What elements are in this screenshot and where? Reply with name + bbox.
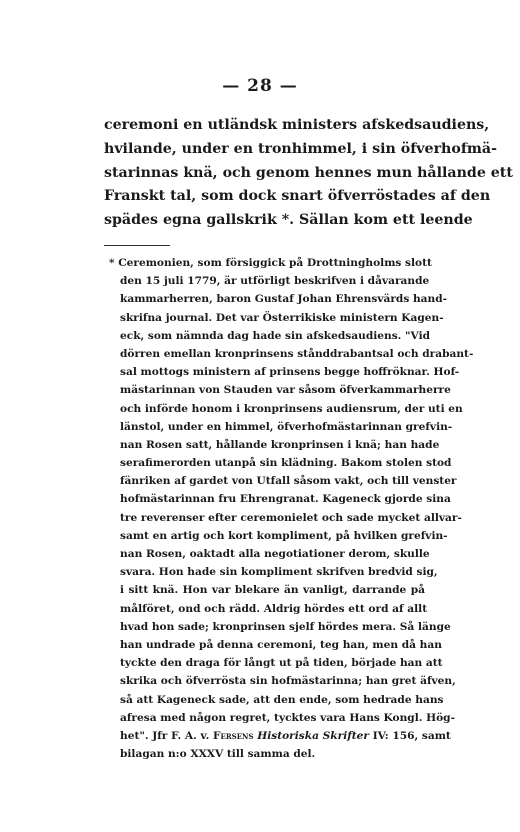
text-line: spädes egna gallskrik *. Sällan kom ett leende xyxy=(104,212,473,229)
footnote xyxy=(109,254,474,763)
footnote-line: skrika och öfverrösta sin hofmästarinna; han gret äfven, xyxy=(120,675,456,688)
text-line: Franskt tal, som dock snart öfverröstades af den xyxy=(104,188,491,205)
citation-author: Fersens xyxy=(212,729,254,742)
footnote-line: sal mottogs ministern af prinsens begge hoffröknar. Hof- xyxy=(120,366,460,379)
footnote-line: målföret, ond och rädd. Aldrig hördes ett ord af allt xyxy=(120,602,428,615)
footnote-line: dörren emellan kronprinsens stånddrabantsal och drabant- xyxy=(120,347,474,360)
footnote-line: nan Rosen, oaktadt alla negotiationer derom, skulle xyxy=(120,548,430,560)
citation-prefix: het". Jfr F. A. v. xyxy=(120,729,213,742)
footnote-divider xyxy=(104,245,170,246)
footnote-line: hofmästarinnan fru Ehrengranat. Kageneck gjorde sina xyxy=(120,493,451,506)
footnote-line: skrifna journal. Det var Österrikiske ministern Kagen- xyxy=(120,311,444,324)
footnote-line: tre reverenser efter ceremonielet och sade mycket allvar- xyxy=(120,511,462,524)
footnote-line: den 15 juli 1779, är utförligt beskrifven i dåvarande xyxy=(120,275,430,288)
text-line: hvilande, under en tronhimmel, i sin öfverhofmä- xyxy=(104,140,498,157)
footnote-line: samt en artig och kort kompliment, på hvilken grefvin- xyxy=(120,529,448,542)
main-text xyxy=(104,114,513,233)
footnote-line: mästarinnan von Stauden var såsom öfverkammarherre xyxy=(120,384,451,397)
footnote-line: tyckte den draga för långt ut på tiden, började han att xyxy=(120,657,443,670)
text-line: ceremoni en utländsk ministers afskedsaudiens, xyxy=(104,117,490,133)
citation-title: Historiska Skrifter xyxy=(257,729,369,742)
footnote-line: han undrade på denna ceremoni, teg han, men då han xyxy=(120,638,442,651)
footnote-line: och införde honom i kronprinsens audiensrum, der uti en xyxy=(120,402,463,415)
footnote-line: eck, som nämnda dag hade sin afskedsaudiens. "Vid xyxy=(120,329,431,342)
citation-suffix: IV: 156, samt xyxy=(369,729,451,742)
footnote-line: svara. Hon hade sin kompliment skrifven bredvid sig, xyxy=(120,566,438,579)
footnote-citation-line xyxy=(120,727,451,745)
footnote-line: fänriken af gardet von Utfall såsom vakt, och till venster xyxy=(120,475,457,488)
footnote-line: nan Rosen satt, hållande kronprinsen i knä; han hade xyxy=(120,438,440,451)
footnote-line: länstol, under en himmel, öfverhofmästarinnan grefvin- xyxy=(120,420,453,433)
footnote-line: hvad hon sade; kronprinsen sjelf hördes mera. Så länge xyxy=(120,620,451,633)
text-line: starinnas knä, och genom hennes mun hållande ett xyxy=(104,164,513,181)
footnote-line: serafimerorden utanpå sin klädning. Bakom stolen stod xyxy=(120,457,452,470)
footnote-line: afresa med någon regret, tycktes vara Hans Kongl. Hög- xyxy=(120,711,455,724)
footnote-line: kammarherren, baron Gustaf Johan Ehrensvärds hand- xyxy=(120,293,448,306)
footnote-line: så att Kageneck sade, att den ende, som hedrade hans xyxy=(120,693,444,706)
footnote-closing-line: bilagan n:o XXXV till samma del. xyxy=(120,748,316,761)
page-number: — 28 — xyxy=(222,76,298,96)
footnote-line: * Ceremonien, som försiggick på Drottningholms slott xyxy=(109,257,432,269)
footnote-line: i sitt knä. Hon var blekare än vanligt, darrande på xyxy=(120,584,425,597)
